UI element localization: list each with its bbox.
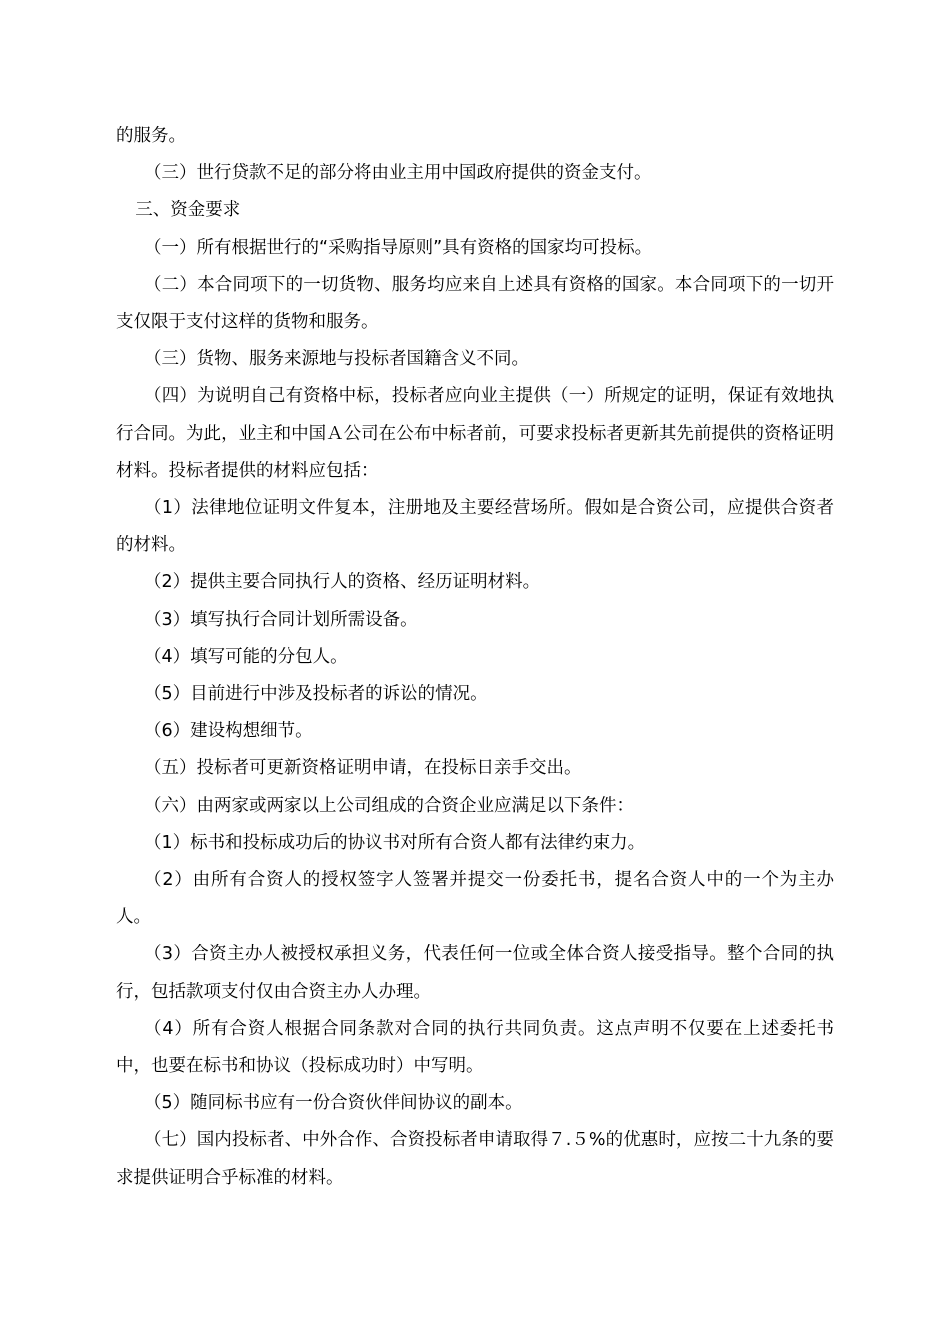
paragraph-item-2: （二）本合同项下的一切货物、服务均应来自上述具有资格的国家。本合同项下的一切开支仅限于支付这样的货物和服务。 [116,274,834,333]
list-item: （4）所有合资人根据合同条款对合同的执行共同负责。这点声明不仅要在上述委托书中，也要在标书和协议（投标成功时）中写明。 [116,1018,834,1077]
paragraph-continuation: 的服务。 [116,126,186,146]
paragraph-item-3: （三）世行贷款不足的部分将由业主用中国政府提供的资金支付。 [144,163,652,184]
list-item: （3）合资主办人被授权承担义务，代表任何一位或全体合资人接受指导。整个合同的执行，包括款项支付仅由合资主办人办理。 [116,944,834,1002]
list-item: （2）由所有合资人的授权签字人签署并提交一份委托书，提名合资人中的一个为主办人。 [116,870,834,928]
list-item: （3）填写执行合同计划所需设备。 [144,609,418,630]
paragraph-item-6: （六）由两家或两家以上公司组成的合资企业应满足以下条件： [144,795,634,816]
section-heading: 三、资金要求 [135,200,241,221]
paragraph-item-3: （三）货物、服务来源地与投标者国籍含义不同。 [144,349,529,370]
list-item: （6）建设构想细节。 [144,721,313,742]
list-item: （1）法律地位证明文件复本，注册地及主要经营场所。假如是合资公司，应提供合资者的材料。 [116,498,834,556]
document-body [116,118,834,1197]
paragraph-item-5: （五）投标者可更新资格证明申请，在投标日亲手交出。 [144,758,582,779]
list-item: （5）随同标书应有一份合资伙伴间协议的副本。 [144,1093,523,1114]
list-item: （5）目前进行中涉及投标者的诉讼的情况。 [144,684,488,705]
list-item: （2）提供主要合同执行人的资格、经历证明材料。 [144,572,541,593]
list-item: （4）填写可能的分包人。 [144,646,348,667]
list-item: （1）标书和投标成功后的协议书对所有合资人都有法律约束力。 [144,832,646,853]
paragraph-item-7: （七）国内投标者、中外合作、合资投标者申请取得７.５%的优惠时，应按二十九条的要求提供证明合乎标准的材料。 [116,1130,834,1188]
paragraph-item-4: （四）为说明自己有资格中标，投标者应向业主提供（一）所规定的证明，保证有效地执行合同。为此，业主和中国Ａ公司在公布中标者前，可要求投标者更新其先前提供的资格证明材料。投标者提供的材料应包括： [116,386,834,481]
paragraph-item-1: （一）所有根据世行的“采购指导原则”具有资格的国家均可投标。 [144,237,653,258]
